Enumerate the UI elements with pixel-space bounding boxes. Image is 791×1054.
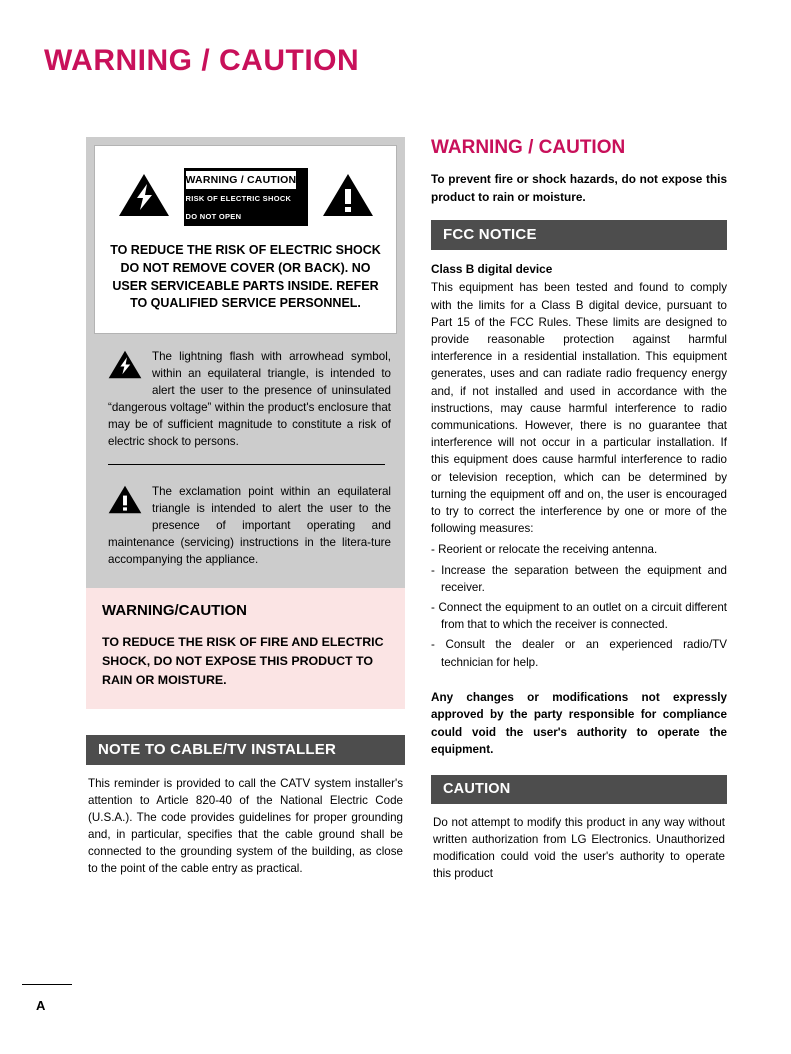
caution-body: Do not attempt to modify this product in any way without written authorization from LG Electronics. Unauthorized modification could void the user's authority to operate this product — [433, 816, 725, 881]
warning-caution-label-bottom — [186, 190, 292, 226]
cable-tv-installer-body: This reminder is provided to call the CATV system installer's attention to Article 820-40 of the National Electric Code (U.S.A.). The code provides guidelines for proper grounding and, in particular, specifies that the cable ground shall be connected to the grounding system of the building, as close to the point of the cable entry as practical. — [88, 777, 403, 876]
lightning-bolt-triangle-icon-small — [108, 350, 142, 384]
reduce-risk-caption: TO REDUCE THE RISK OF ELECTRIC SHOCK DO NOT REMOVE COVER (OR BACK). NO USER SERVICEABLE PARTS INSIDE. REFER TO QUALIFIED SERVICE PERSONNEL. — [110, 243, 381, 311]
exclamation-point-note-text: The exclamation point within an equilateral triangle is intended to alert the user to the presence of important operating and maintenance (servicing) instructions in the litera-ture accompanying the appliance. — [108, 485, 391, 567]
cable-tv-installer-section — [86, 735, 405, 877]
list-item: - Consult the dealer or an experienced radio/TV technician for help. — [431, 638, 727, 669]
lightning-flash-note-text: The lightning flash with arrowhead symbol, within an equilateral triangle, is intended to alert the user to the presence of uninsulated “dangerous voltage” within the product's enclosure that may be of sufficient magnitude to constitute a risk of electric shock to persons. — [108, 350, 391, 449]
pink-box-title: WARNING/CAUTION — [102, 602, 247, 620]
caution-header: CAUTION — [431, 775, 727, 804]
fcc-notice-section — [431, 220, 727, 759]
page-marker: A — [36, 998, 46, 1013]
list-item: - Connect the equipment to an outlet on a circuit different from that to which the receiver is connected. — [431, 601, 727, 632]
fcc-notice-header: FCC NOTICE — [431, 220, 727, 250]
warning-caution-label — [184, 168, 308, 226]
fcc-notice-body: This equipment has been tested and found to comply with the limits for a Class B digital device, pursuant to Part 15 of the FCC Rules. These limits are designed to provide reasonable protection against harmful interference in a residential installation. This equipment generates, uses and can radiate radio frequency energy and, if not installed and used in accordance with the instructions, may cause harmful interference to radio communications. However, there is no guarantee that interference will not occur in a particular installation. If this equipment does cause harmful interference to radio or television reception, which can be determined by turning the equipment off and on, the user is encouraged to try to correct the interference by one or more of the following measures: — [431, 281, 727, 536]
risk-shock-line: RISK OF ELECTRIC SHOCK — [185, 194, 292, 203]
safety-symbol-box — [94, 145, 397, 334]
safety-symbol-row — [105, 160, 386, 240]
class-b-digital-device-subhead: Class B digital device — [431, 262, 553, 277]
right-column — [431, 137, 727, 882]
fcc-measures-list — [431, 541, 727, 670]
page-title: WARNING / CAUTION — [44, 44, 360, 77]
cable-tv-installer-header: NOTE TO CABLE/TV INSTALLER — [86, 735, 405, 765]
exclamation-triangle-icon-small — [108, 485, 142, 519]
fcc-changes-bold-note: Any changes or modifications not expressly approved by the party responsible for compliance could void the user's authority to operate the equipment. — [431, 690, 727, 757]
list-item: - Increase the separation between the equipment and receiver. — [431, 563, 727, 594]
list-item: - Reorient or relocate the receiving antenna. — [431, 543, 658, 557]
safety-symbol-panel — [86, 137, 405, 588]
exclamation-point-note — [94, 469, 397, 576]
do-not-open-line: DO NOT OPEN — [185, 212, 242, 221]
lightning-flash-note — [94, 334, 397, 452]
right-column-title: WARNING / CAUTION — [431, 137, 626, 158]
warning-caution-label-top: WARNING / CAUTION — [186, 171, 297, 189]
pink-box-body: TO REDUCE THE RISK OF FIRE AND ELECTRIC SHOCK, DO NOT EXPOSE THIS PRODUCT TO RAIN OR MOISTURE. — [102, 635, 384, 687]
warning-caution-pink-box — [86, 588, 405, 709]
left-column — [86, 137, 405, 877]
caution-section — [431, 775, 727, 882]
exclamation-triangle-icon — [322, 173, 374, 222]
footer-rule — [22, 984, 72, 985]
note-divider — [108, 464, 385, 465]
prevent-fire-lead-text: To prevent fire or shock hazards, do not expose this product to rain or moisture. — [431, 172, 727, 204]
lightning-bolt-triangle-icon — [118, 173, 170, 222]
